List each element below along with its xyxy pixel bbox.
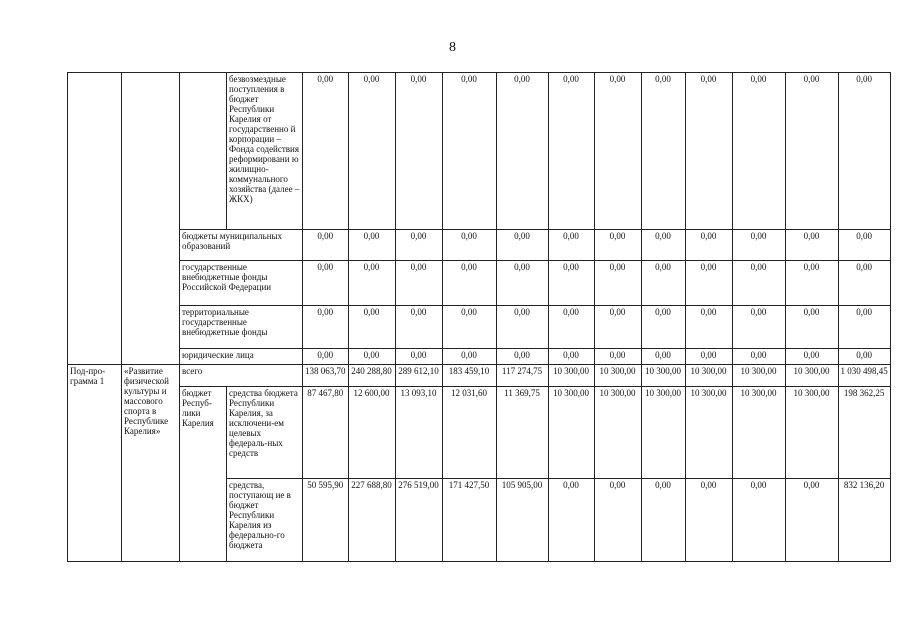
source-group-cell-empty xyxy=(180,73,227,230)
value-cell: 0,00 xyxy=(685,349,732,365)
subprogram-status: Под-про-грамма 1 xyxy=(68,365,122,562)
value-cell: 0,00 xyxy=(732,479,785,562)
source-label-own-funds: средства бюджета Республики Карелия, за исключени-ем целевых федераль-ных средств xyxy=(227,387,303,479)
value-cell: 0,00 xyxy=(641,349,685,365)
value-cell: 0,00 xyxy=(348,261,395,306)
value-cell: 0,00 xyxy=(395,349,442,365)
budget-group-label: бюджет Респуб-лики Карелия xyxy=(180,387,227,562)
value-cell: 0,00 xyxy=(348,230,395,261)
budget-table xyxy=(67,72,891,562)
value-cell: 11 369,75 xyxy=(496,387,548,479)
table-row-legal-entities xyxy=(68,349,891,365)
value-cell: 0,00 xyxy=(594,306,641,349)
page-number: 8 xyxy=(449,40,456,55)
table-row-subprogram-total xyxy=(68,365,891,387)
source-label-municipal: бюджеты муниципальных образований xyxy=(180,230,303,261)
table-row-municipal xyxy=(68,230,891,261)
value-cell: 0,00 xyxy=(732,306,785,349)
value-cell: 10 300,00 xyxy=(641,387,685,479)
value-cell: 12 031,60 xyxy=(442,387,496,479)
value-cell: 13 093,10 xyxy=(395,387,442,479)
value-cell: 0,00 xyxy=(685,261,732,306)
value-cell: 0,00 xyxy=(303,261,349,306)
value-cell: 0,00 xyxy=(641,230,685,261)
value-cell: 0,00 xyxy=(838,73,890,230)
value-cell: 0,00 xyxy=(732,73,785,230)
table-row-gratuitous xyxy=(68,73,891,230)
value-cell: 0,00 xyxy=(496,261,548,306)
value-cell: 0,00 xyxy=(785,349,838,365)
table-row-territorial-funds xyxy=(68,306,891,349)
value-cell: 0,00 xyxy=(685,306,732,349)
value-cell: 0,00 xyxy=(395,306,442,349)
value-cell: 0,00 xyxy=(641,261,685,306)
value-cell: 0,00 xyxy=(303,349,349,365)
value-cell: 0,00 xyxy=(838,306,890,349)
value-cell: 0,00 xyxy=(395,261,442,306)
value-cell: 0,00 xyxy=(641,479,685,562)
value-cell: 10 300,00 xyxy=(548,387,594,479)
value-cell: 0,00 xyxy=(442,349,496,365)
source-label-total: всего xyxy=(180,365,303,387)
value-cell: 0,00 xyxy=(785,261,838,306)
table-row-state-funds xyxy=(68,261,891,306)
value-cell: 0,00 xyxy=(496,306,548,349)
value-cell: 0,00 xyxy=(496,73,548,230)
value-cell: 171 427,50 xyxy=(442,479,496,562)
value-cell: 0,00 xyxy=(594,73,641,230)
value-cell: 0,00 xyxy=(548,349,594,365)
value-cell: 10 300,00 xyxy=(732,387,785,479)
value-cell: 0,00 xyxy=(838,261,890,306)
value-cell: 0,00 xyxy=(303,230,349,261)
value-cell: 0,00 xyxy=(395,73,442,230)
value-cell: 0,00 xyxy=(348,349,395,365)
source-label-territorial-funds: территориальные государственные внебюджетные фонды xyxy=(180,306,303,349)
value-cell: 0,00 xyxy=(442,306,496,349)
value-cell: 10 300,00 xyxy=(641,365,685,387)
value-cell: 0,00 xyxy=(641,306,685,349)
value-cell: 198 362,25 xyxy=(838,387,890,479)
value-cell: 117 274,75 xyxy=(496,365,548,387)
value-cell: 0,00 xyxy=(785,73,838,230)
value-cell: 0,00 xyxy=(303,306,349,349)
value-cell: 0,00 xyxy=(348,306,395,349)
source-label-federal-funds: средства, поступающ ие в бюджет Республики Карелия из федерально-го бюджета xyxy=(227,479,303,562)
value-cell: 0,00 xyxy=(548,261,594,306)
value-cell: 10 300,00 xyxy=(732,365,785,387)
value-cell: 289 612,10 xyxy=(395,365,442,387)
value-cell: 0,00 xyxy=(785,479,838,562)
value-cell: 0,00 xyxy=(641,73,685,230)
value-cell: 1 030 498,45 xyxy=(838,365,890,387)
value-cell: 0,00 xyxy=(732,230,785,261)
value-cell: 0,00 xyxy=(496,230,548,261)
value-cell: 0,00 xyxy=(594,261,641,306)
value-cell: 0,00 xyxy=(838,230,890,261)
value-cell: 0,00 xyxy=(395,230,442,261)
value-cell: 0,00 xyxy=(785,230,838,261)
value-cell: 50 595,90 xyxy=(303,479,349,562)
value-cell: 10 300,00 xyxy=(594,365,641,387)
value-cell: 832 136,20 xyxy=(838,479,890,562)
value-cell: 0,00 xyxy=(548,230,594,261)
value-cell: 227 688,80 xyxy=(348,479,395,562)
value-cell: 87 467,80 xyxy=(303,387,349,479)
value-cell: 0,00 xyxy=(442,73,496,230)
value-cell: 276 519,00 xyxy=(395,479,442,562)
source-label-legal-entities: юридические лица xyxy=(180,349,303,365)
value-cell: 10 300,00 xyxy=(785,365,838,387)
value-cell: 0,00 xyxy=(442,261,496,306)
name-cell-empty xyxy=(122,73,180,365)
value-cell: 10 300,00 xyxy=(594,387,641,479)
status-cell-empty xyxy=(68,73,122,365)
value-cell: 0,00 xyxy=(548,479,594,562)
value-cell: 0,00 xyxy=(685,73,732,230)
value-cell: 0,00 xyxy=(732,349,785,365)
value-cell: 0,00 xyxy=(548,73,594,230)
value-cell: 138 063,70 xyxy=(303,365,349,387)
value-cell: 0,00 xyxy=(594,479,641,562)
value-cell: 0,00 xyxy=(496,349,548,365)
value-cell: 240 288,80 xyxy=(348,365,395,387)
value-cell: 0,00 xyxy=(732,261,785,306)
value-cell: 12 600,00 xyxy=(348,387,395,479)
value-cell: 183 459,10 xyxy=(442,365,496,387)
value-cell: 0,00 xyxy=(594,230,641,261)
value-cell: 0,00 xyxy=(685,230,732,261)
value-cell: 0,00 xyxy=(548,306,594,349)
table-row-own-funds xyxy=(68,387,891,479)
subprogram-name: «Развитие физической культуры и массового спорта в Республике Карелия» xyxy=(122,365,180,562)
value-cell: 0,00 xyxy=(838,349,890,365)
value-cell: 0,00 xyxy=(685,479,732,562)
value-cell: 0,00 xyxy=(303,73,349,230)
value-cell: 10 300,00 xyxy=(685,387,732,479)
value-cell: 10 300,00 xyxy=(548,365,594,387)
value-cell: 0,00 xyxy=(442,230,496,261)
value-cell: 10 300,00 xyxy=(685,365,732,387)
value-cell: 105 905,00 xyxy=(496,479,548,562)
value-cell: 0,00 xyxy=(348,73,395,230)
source-label-gratuitous: безвозмездные поступления в бюджет Республики Карелия от государственно й корпорации – Фонда содействия реформировани ю жилищно-коммунального хозяйства (далее – ЖКХ) xyxy=(227,73,303,230)
source-label-state-funds: государственные внебюджетные фонды Российской Федерации xyxy=(180,261,303,306)
value-cell: 10 300,00 xyxy=(785,387,838,479)
value-cell: 0,00 xyxy=(594,349,641,365)
value-cell: 0,00 xyxy=(785,306,838,349)
